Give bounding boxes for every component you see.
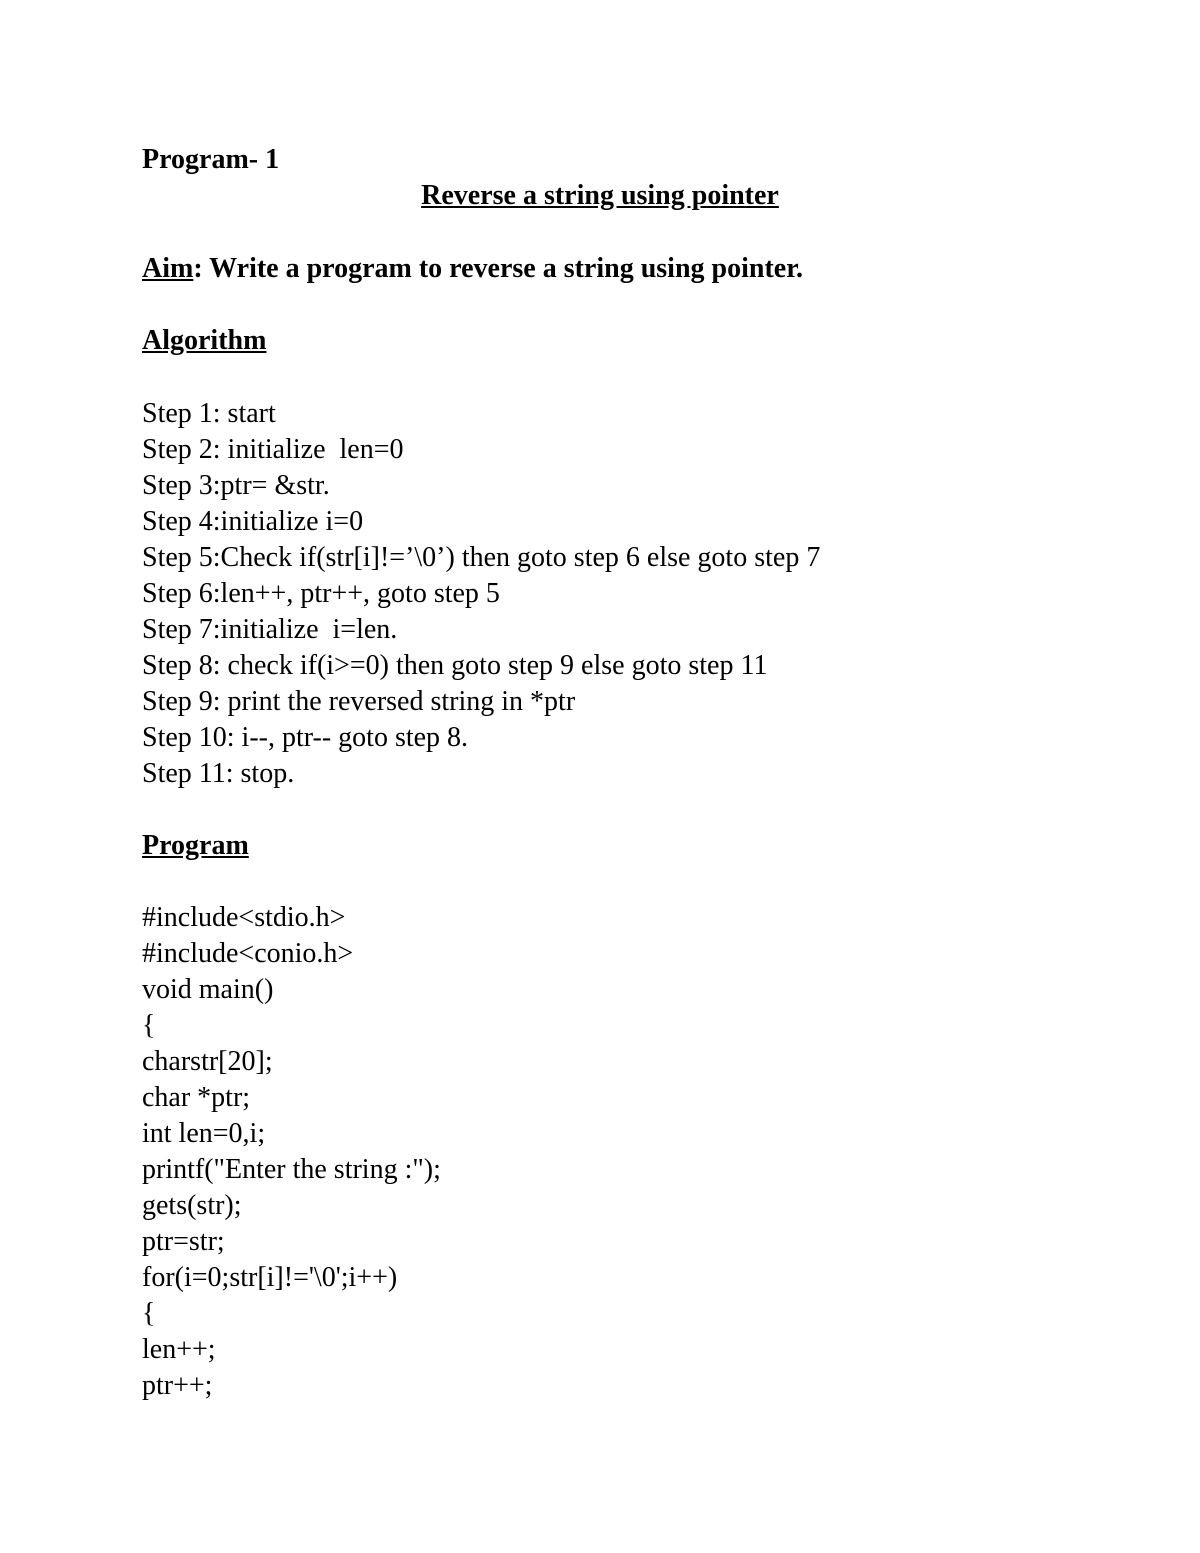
aim-text: : Write a program to reverse a string using pointer. — [193, 253, 804, 284]
code-line: for(i=0;str[i]!='\0';i++) — [142, 1262, 398, 1293]
code-line: gets(str); — [142, 1190, 242, 1221]
code-line: { — [142, 1298, 156, 1329]
algorithm-steps — [142, 396, 820, 792]
algorithm-step: Step 2: initialize len=0 — [142, 434, 404, 465]
algorithm-step: Step 5:Check if(str[i]!=’\0’) then goto step 6 else goto step 7 — [142, 542, 821, 573]
code-line: #include<conio.h> — [142, 938, 354, 969]
algorithm-step: Step 3:ptr= &str. — [142, 470, 330, 501]
program-code — [142, 900, 441, 1404]
code-line: charstr[20]; — [142, 1046, 273, 1077]
algorithm-step: Step 6:len++, ptr++, goto step 5 — [142, 578, 500, 609]
algorithm-heading: Algorithm — [142, 325, 267, 356]
program-heading: Program — [142, 830, 249, 861]
code-line: printf("Enter the string :"); — [142, 1154, 441, 1185]
code-line: ptr=str; — [142, 1226, 225, 1257]
algorithm-step: Step 11: stop. — [142, 758, 295, 789]
algorithm-step: Step 1: start — [142, 398, 276, 429]
document-title: Reverse a string using pointer — [421, 180, 779, 211]
algorithm-step: Step 9: print the reversed string in *ptr — [142, 686, 576, 717]
program-number: Program- 1 — [142, 144, 280, 175]
code-line: { — [142, 1010, 156, 1041]
algorithm-step: Step 8: check if(i>=0) then goto step 9 else goto step 11 — [142, 650, 768, 681]
code-line: char *ptr; — [142, 1082, 251, 1113]
aim-label: Aim — [142, 253, 194, 284]
aim-line — [142, 251, 803, 287]
code-line: int len=0,i; — [142, 1118, 266, 1149]
code-line: #include<stdio.h> — [142, 902, 346, 933]
algorithm-step: Step 7:initialize i=len. — [142, 614, 398, 645]
code-line: void main() — [142, 974, 274, 1005]
code-line: len++; — [142, 1334, 216, 1365]
code-line: ptr++; — [142, 1370, 213, 1401]
algorithm-step: Step 4:initialize i=0 — [142, 506, 364, 537]
algorithm-step: Step 10: i--, ptr-- goto step 8. — [142, 722, 469, 753]
